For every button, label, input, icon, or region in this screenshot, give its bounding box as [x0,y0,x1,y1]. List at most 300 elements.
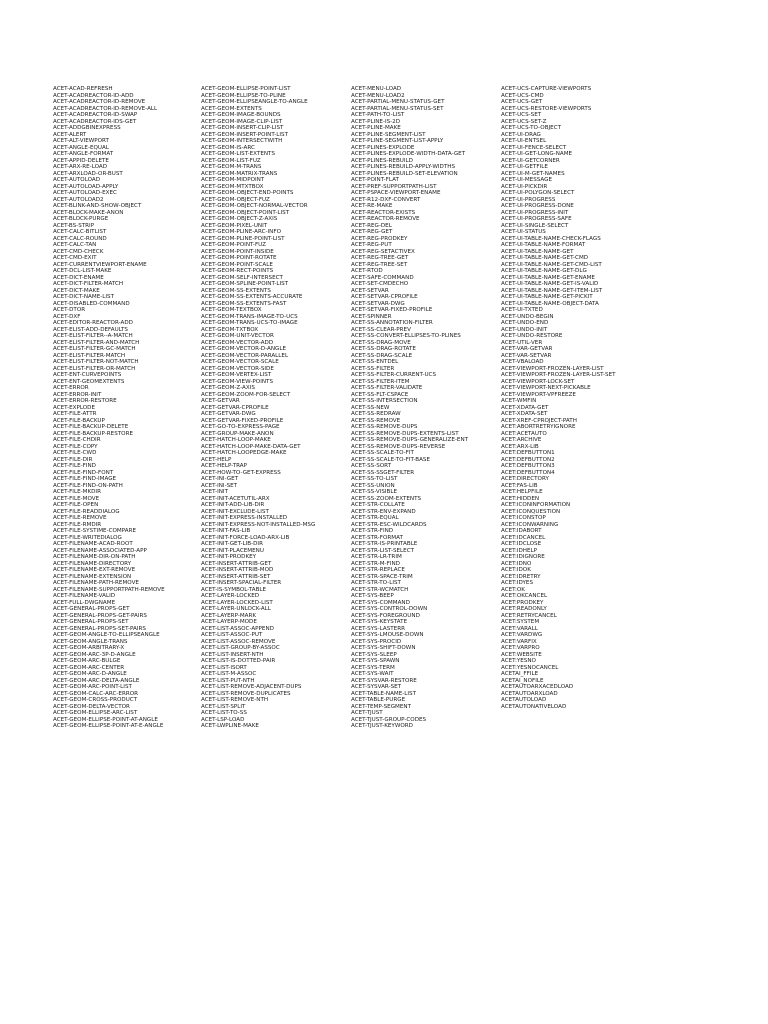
function-name-entry: ACET-GEOM-RECT-POINTS [201,268,274,274]
function-name-entry: ACET-DICT-FILTER-MATCH [53,281,124,287]
function-name-entry: ACET-FILENAME-DIRECTORY [53,560,132,567]
function-name-entry: ACET:ABORTRETRYIGNORE [501,424,576,430]
function-name-entry: ACET-SYS-BEEP [351,593,394,599]
function-name-entry: ACET-LIST-ASSOC-PUT [201,632,263,638]
function-name-entry: ACET-GETVAR-CPROFILE [201,404,269,411]
function-name-entry: ACET-PLINES-REBUILD [351,157,413,164]
function-name-entry: ACET-SETVAR-DWG [351,300,405,307]
function-name-entry: ACETAUTONATIVELOAD [501,703,567,710]
function-name-entry: ACET-PLINE-MAKE [351,125,401,131]
function-name-entry: ACET-GEOM-ARC-POINT-LIST [53,684,132,690]
function-name-entry: ACET-GEOM-TXTBOX [201,326,259,333]
function-name-entry: ACET-BLOCK-MAKE-ANON [53,209,124,216]
function-name-entry: ACET-UNDO-BEGIN [501,313,554,320]
function-name-entry: ACET-GEOM-PLINE-POINT-LIST [201,235,285,242]
function-name-entry: ACET-SS-SORT [351,463,392,469]
function-name-entry: ACET-ERROR [53,385,89,391]
function-name-entry: ACET-XDATA-GET [501,404,549,411]
function-name-entry: ACET-STR-SPACE-TRIM [351,573,413,580]
function-name-entry: ACET-GEOM-POINT-INSIDE [201,248,274,255]
function-name-entry: ACET-VBALOAD [501,359,544,365]
function-name-entry: ACET:PRODKEY [501,599,544,606]
function-name-entry: ACET-UI-PROGRESS-DONE [501,203,574,209]
function-name-entry: ACET-FILE-FIND-IMAGE [53,476,117,482]
function-name-entry: ACET-LIST-ASSOC-REMOVE [201,638,276,645]
function-name-entry: ACET-GEOM-ARC-BULGE [53,658,121,664]
function-name-entry: ACET-SS-ANNOTATION-FILTER [351,320,433,326]
function-name-entry: ACET-ALT-VIEWPORT [53,138,109,144]
function-name-entry: ACETAI_FFILE [501,671,539,677]
function-name-entry: ACET-UTIL-VER [501,339,543,346]
function-name-entry: ACET-STR-LR-TRIM [351,554,402,560]
function-name-entry: ACET-SYS-CONTROL-DOWN [351,606,428,612]
function-name-entry: ACET-SYS-LASTERR [351,625,405,632]
function-name-entry: ACET-LIST-TO-SS [201,710,247,716]
function-name-entry: ACET-UCS-GET [501,99,543,105]
function-name-entry: ACET-SS-SCALE-TO-FIT [351,450,414,456]
function-name-entry: ACET-FILENAME-SUPPORTPATH-REMOVE [53,586,165,593]
function-name-entry: ACET-SYS-WAIT [351,671,394,677]
function-name-entry: ACET-LIST-IS-DOTTED-PAIR [201,658,276,664]
function-name-entry: ACET-PLINES-EXPLODE-WIDTH-DATA-GET [351,151,466,157]
function-name-entry: ACET-UI-TABLE-NAME-GET-PICKIT [501,294,593,300]
function-name-entry: ACET-RE-MAKE [351,203,393,209]
function-name-entry: ACET-GEOM-IS-ARC [201,144,255,151]
function-name-entry: ACET-REG-TREE-GET [351,255,409,261]
function-name-entry: ACET-REACTOR-REMOVE [351,216,420,222]
function-name-entry: ACET-INIT-EXPRESS-INSTALLED [201,515,288,521]
function-name-entry: ACET-UNDO-END [501,320,549,326]
function-name-entry: ACET-SYS-LMOUSE-DOWN [351,632,424,638]
function-name-entry: ACET-GEOM-INTERSECTWITH [201,138,283,144]
function-name-entry: ACET-UI-GETCORNER [501,157,560,164]
function-name-entry: ACET-VIEWPORT-VPFREEZE [501,391,576,398]
function-name-entry: ACET-SYS-SHIFT-DOWN [351,645,416,651]
function-name-entry: ACET:ARCHIVE [501,437,542,443]
function-name-entry: ACET-GEOM-SELF-INTERSECT [201,274,283,281]
function-name-entry: ACET-ACADREACTOR-IDS-GET [53,118,137,125]
function-name-entry: ACET-ELIST-FILTER-MATCH [53,352,126,359]
function-name-entry: ACETAUTOARXLOAD [501,690,558,697]
function-name-entry: ACET-CURRENTVIEWPORT-ENAME [53,261,147,268]
function-name-entry: ACET-APPID-DELETE [53,157,109,164]
function-name-entry: ACET-FILENAME-EXT-REMOVE [53,567,136,573]
function-name-entry: ACET-GEOM-IMAGE-CLIP-LIST [201,118,283,125]
function-name-entry: ACET-UI-DRAG [501,131,541,138]
function-name-entry: ACET-INI-GET [201,476,239,482]
function-name-entry: ACET-SS-FILTER [351,365,395,372]
function-name-entry: ACET-IS-SYMBOL-TABLE [201,586,267,593]
function-name-entry: ACET-LSP-LOAD [201,716,245,723]
function-name-entry: ACET-HELP-TRAP [201,463,247,469]
function-name-entry: ACET-TJUST-GROUP-CODES [351,716,427,723]
function-name-entry: ACET-LAYERP-MARK [201,612,257,619]
function-name-entry: ACET-FILE-ATTR [53,411,97,417]
function-name-entry: ACET-ACADREACTOR-ID-REMOVE-ALL [53,105,158,112]
function-name-entry: ACET-GEOM-MATRIX-TRANS [201,170,278,177]
function-name-entry: ACET-UCS-SET-Z [501,118,547,125]
function-name-entry: ACET-HATCH-LOOP-MAKE-DATA-GET [201,443,301,450]
function-name-entry: ACET:HELPFILE [501,489,543,495]
function-name-entry: ACET-UI-STATUS [501,229,546,235]
function-name-entry: ACET-EXPLODE [53,404,95,411]
function-name-entry: ACET-SYS-KEYSTATE [351,619,408,625]
function-name-entry: ACET-GEOM-MTXTBOX [201,183,264,190]
function-name-entry: ACET-UI-MESSAGE [501,177,553,183]
function-name-entry: ACET-FILENAME-ASSOCIATED-APP [53,547,147,554]
function-name-entry: ACET:RETRYCANCEL [501,612,557,619]
function-name-entry: ACET-STR-REPLACE [351,567,405,573]
function-name-entry: ACET-VAR-SETVAR [501,352,552,359]
function-name-entry: ACET-FILE-DIR [53,456,93,463]
function-name-entry: ACET-GEOM-ELLIPSE-POINT-AT-ANGLE [53,716,158,723]
function-name-entry: ACET-PATH-TO-LIST [351,112,405,118]
function-name-entry: ACET-FILE-WRITEDIALOG [53,534,122,541]
function-name-entry: ACET-WMFIN [501,398,537,404]
function-name-entry: ACET-CALC-TAN [53,242,97,248]
function-name-entry: ACET-SS-DRAG-SCALE [351,352,413,359]
function-name-entry: ACET-REG-DEL [351,222,392,229]
function-name-entry: ACET:IDOK [501,567,531,573]
function-name-entry: ACET-GEOM-PIXEL-UNIT [201,222,268,229]
function-name-entry: ACET:HIDDEN [501,495,540,502]
function-name-entry: ACET-STR-TO-LIST [351,580,401,586]
function-name-entry: ACET-SYS-FOREGROUND [351,612,420,619]
function-list-column-3 [351,86,468,730]
function-name-entry: ACET-SYSVAR-RESTORE [351,677,417,684]
function-name-entry: ACET-UI-TABLE-NAME-GET [501,248,574,255]
function-name-entry: ACET-ERROR-INIT [53,391,102,398]
function-name-entry: ACET-LAYER-UNLOCK-ALL [201,606,271,612]
function-name-entry: ACET-UI-TABLE-NAME-GET-ITEM-LIST [501,287,603,294]
function-name-entry: ACET-GEOM-SS-EXTENTS-FAST [201,300,287,307]
function-name-entry: ACET-TABLE-PURGE [351,697,406,703]
function-name-entry: ACET:READONLY [501,606,547,612]
function-name-entry: ACET-STR-COLLATE [351,502,405,508]
function-name-entry: ACET-UI-TABLE-NAME-GET-CMD-LIST [501,261,602,268]
function-name-entry: ACET-SS-ZOOM-EXTENTS [351,495,422,502]
function-name-entry: ACET-INIT [201,489,228,495]
function-name-entry: ACET:VARPRO [501,645,540,651]
function-name-entry: ACET-ELIST-FILTER-GC-MATCH [53,346,136,352]
function-name-entry: ACET-FILE-MOVE [53,495,100,502]
function-name-entry: ACET-FILE-FIND-ON-PATH [53,482,123,489]
function-name-entry: ACET-PLINES-REBUILD-APPLY-WIDTHS [351,164,455,170]
function-name-entry: ACET-ELIST-ADD-DEFAULTS [53,326,128,333]
function-name-entry: ACET-TABLE-NAME-LIST [351,690,417,697]
function-name-entry: ACET-GEOM-CALC-ARC-ERROR [53,690,139,697]
function-name-entry: ACET-DISABLED-COMMAND [53,300,130,307]
function-name-entry: ACET-GEOM-OBJECT-NORMAL-VECTOR [201,203,308,209]
function-name-entry: ACET-SS-TO-LIST [351,476,398,482]
function-name-entry: ACET-SS-SCALE-TO-FIT-BASE [351,456,430,463]
function-name-entry: ACET:YESNOCANCEL [501,664,559,671]
function-name-entry: ACET-GEOM-ARC-DELTA-ANGLE [53,677,140,684]
function-name-entry: ACET-CALC-ROUND [53,235,107,242]
function-name-entry: ACET-INIT-ACETUTIL-ARX [201,495,270,502]
function-name-entry: ACET-GEOM-POINT-SCALE [201,261,273,268]
function-name-entry: ACET-REG-SETACTIVEX [351,248,415,255]
function-name-entry: ACET-XREF-CPROJECT-PATH [501,417,577,424]
function-name-entry: ACET-MENU-LOAD [351,86,402,92]
function-name-entry: ACET-FILE-MKDIR [53,489,101,495]
function-name-entry: ACET-GENERAL-PROPS-GET-PAIRS [53,612,147,619]
function-name-entry: ACET-ELIST-FILTER-AND-MATCH [53,339,140,346]
function-name-entry: ACET-GEOM-SS-EXTENTS-ACCURATE [201,294,303,300]
function-name-entry: ACET-DTOR [53,307,86,313]
function-name-entry: ACET-REG-TREE-SET [351,261,408,268]
function-name-entry: ACET-GEOM-VECTOR-SIDE [201,365,274,372]
function-name-entry: ACET-INSERT-ATTRIB-SET [201,573,271,580]
function-name-entry: ACET:IDIGNORE [501,554,545,560]
function-name-entry: ACET:DEFBUTTON3 [501,463,555,469]
function-name-entry: ACET-FILE-REMOVE [53,515,107,521]
function-name-entry: ACET-GEOM-DELTA-VECTOR [53,703,130,710]
function-name-entry: ACET-GEOM-VECTOR-SCALE [201,359,279,365]
function-name-entry: ACET-GEOM-ELLIPSE-TO-PLINE [201,92,286,99]
function-name-entry: ACET-EDITOR-REACTOR-ADD [53,320,133,326]
function-name-entry: ACET-TJUST-KEYWORD [351,723,413,729]
function-name-entry: ACET-STR-FIND [351,528,394,534]
function-name-entry: ACET-UCS-CMD [501,92,544,99]
function-name-entry: ACET-SS-SSGET-FILTER [351,469,415,476]
function-name-entry: ACET-SS-FLT-CSPACE [351,391,409,398]
function-name-entry: ACET-GEOM-TEXTBOX [201,307,262,313]
function-name-entry: ACET-INSERT-SPACIAL-FILTER [201,580,282,586]
function-name-entry: ACET:OK [501,586,525,593]
function-name-entry: ACET-REG-PRODKEY [351,235,408,242]
function-name-entry: ACET-UI-TABLE-NAME-GET-ENAME [501,274,595,281]
function-name-entry: ACET-SS-REMOVE-DUPS-EXTENTS-LIST [351,430,459,437]
function-name-entry: ACET-ADDGBINEXPRESS [53,125,121,131]
function-name-entry: ACET-FILENAME-EXTENSION [53,573,132,580]
function-name-entry: ACET-INI-SET [201,482,238,489]
function-name-entry: ACET-FILENAME-VALID [53,593,116,599]
function-name-entry: ACET-BLINK-AND-SHOW-OBJECT [53,203,142,209]
function-name-entry: ACET-UI-ENTSEL [501,138,547,144]
function-name-entry: ACET:IDYES [501,580,534,586]
function-name-entry: ACET:FAS-LIB [501,482,538,489]
function-name-entry: ACET-ELIST-FILTER--A-MATCH [53,333,133,339]
function-name-entry: ACET:VARFIX [501,638,537,645]
function-name-entry: ACET-UI-GET-LONG-NAME [501,151,573,157]
function-name-entry: ACET-TEMP-SEGMENT [351,703,412,710]
function-name-entry: ACET-DXF [53,313,81,320]
function-name-entry: ACET:DEFBUTTON4 [501,469,555,476]
function-name-entry: ACET-SAFE-COMMAND [351,274,414,281]
function-name-entry: ACET-GEOM-VERTEX-LIST [201,372,272,378]
function-name-entry: ACET-FILENAME-DIR-ON-PATH [53,554,136,560]
function-name-entry: ACET:IDHELP [501,547,538,554]
function-name-entry: ACET-GEOM-OBJECT-POINT-LIST [201,209,290,216]
function-name-entry: ACET:SYSTEM [501,619,540,625]
function-name-entry: ACET:ICONQUESTION [501,508,561,515]
function-name-entry: ACET-R12-DXF-CONVERT [351,196,421,203]
function-name-entry: ACET-ALERT [53,131,87,138]
function-name-entry: ACETAUTOARXACEDLOAD [501,684,574,690]
function-name-entry: ACET-ACADREACTOR-ID-ADD [53,92,134,99]
function-name-entry: ACET-HATCH-LOOPEDGE-MAKE [201,450,287,456]
function-name-entry: ACET-GEOM-UNIT-VECTOR [201,333,274,339]
function-name-entry: ACET-CALC-BITLIST [53,229,107,235]
function-name-entry: ACET:VARDWG [501,632,543,638]
function-name-entry: ACET-UI-TABLE-NAME-OBJECT-DATA [501,300,599,307]
function-name-entry: ACET-FILE-RMDIR [53,521,102,528]
function-name-entry: ACET-SETVAR [351,287,389,294]
function-name-entry: ACET-MENU-LOAD2 [351,92,405,99]
function-name-entry: ACET:DEFBUTTON1 [501,450,555,456]
function-name-entry: ACET-CMD-EXIT [53,255,97,261]
function-name-entry: ACET-STR-IS-PRINTABLE [351,541,418,547]
function-name-entry: ACET-LIST-REMOVE-DUPLICATES [201,690,291,697]
function-name-entry: ACET-ACADREACTOR-ID-SWAP [53,112,138,118]
function-name-entry: ACET-GEOM-SS-EXTENTS [201,287,271,294]
function-name-entry: ACET-GEOM-TRANS-IMAGE-TO-UCS [201,313,298,320]
function-name-entry: ACET:DIRECTORY [501,476,549,482]
function-name-entry: ACET-HOW-TO-GET-EXPRESS [201,469,281,476]
function-name-entry: ACET-GETVAR-FIXED-PROFILE [201,417,284,424]
function-name-entry: ACET-STR-LIST-SELECT [351,547,415,554]
function-name-entry: ACET-INIT-FORCE-LOAD-ARX-LIB [201,534,290,541]
function-name-entry: ACET-GENERAL-PROPS-SET-PAIRS [53,625,146,632]
function-name-entry: ACET-UI-M-GET-NAMES [501,170,565,177]
function-name-entry: ACET-SS-FILTER-VALIDATE [351,385,423,391]
function-name-entry: ACET:ACETAUTO [501,430,547,437]
function-name-entry: ACET-LIST-REMOVE-NTH [201,697,269,703]
function-name-entry: ACET-INIT-PRODKEY [201,554,257,560]
function-name-entry: ACET-ANGLE-FORMAT [53,151,114,157]
function-name-entry: ACET-SS-DRAG-MOVE [351,339,411,346]
function-name-entry: ACET-UI-TABLE-NAME-CHECK-FLAGS [501,235,601,242]
function-name-entry: ACET-UI-TABLE-NAME-GET-IS-VALID [501,281,599,287]
function-name-entry: ACET:IDCLOSE [501,541,542,547]
function-name-entry: ACET-VIEWPORT-FROZEN-LAYER-LIST [501,365,604,372]
function-name-entry: ACET-UI-PICKDIR [501,183,548,190]
function-name-entry: ACET-REACTOR-EXISTS [351,209,416,216]
function-name-entry: ACET-LWPLINE-MAKE [201,723,259,729]
function-name-entry: ACET-UI-POLYGON-SELECT [501,190,575,196]
function-name-entry: ACET-LIST-REMOVE-ADJACENT-DUPS [201,684,302,690]
function-name-entry: ACET-LIST-INSERT-NTH [201,651,264,658]
function-name-entry: ACET-FILE-CWD [53,450,97,456]
function-name-entry: ACET:ARX-LIB [501,443,539,450]
function-name-entry: ACET-SS-UNION [351,482,395,489]
function-name-entry: ACET-PREF-SUPPORTPATH-LIST [351,183,437,190]
function-name-entry: ACET-GEOM-VECTOR-D-ANGLE [201,346,287,352]
function-name-entry: ACET-UI-PROGRESS [501,196,556,203]
function-name-entry: ACET-SS-FILTER-CURRENT-UCS [351,372,437,378]
function-name-entry: ACET-FILE-SYSTIME-COMPARE [53,528,136,534]
function-name-entry: ACET-RTOD [351,268,383,274]
function-name-entry: ACET-ARX-RE-LOAD [53,164,108,170]
function-name-entry: ACET-GEOM-INSERT-POINT-LIST [201,131,288,138]
function-name-entry: ACET-GENERAL-PROPS-GET [53,606,130,612]
function-name-entry: ACET:IDRETRY [501,573,541,580]
function-name-entry: ACET-STR-FORMAT [351,534,403,541]
function-name-entry: ACET-GEOM-IMAGE-BOUNDS [201,112,281,118]
function-name-entry: ACET-ANGLE-EQUAL [53,144,109,151]
function-name-entry: ACET-LIST-SPLIT [201,703,246,710]
function-name-entry: ACET-UI-GETFILE [501,164,548,170]
function-name-entry: ACET-LIST-PUT-NTH [201,677,255,684]
function-name-entry: ACET-SETVAR-FIXED-PROFILE [351,307,433,313]
function-name-entry: ACET-VIEWPORT-LOCK-SET [501,378,575,385]
function-name-entry: ACET-UCS-RESTORE-VIEWPORTS [501,105,592,112]
function-name-entry: ACET-DICT-ENAME [53,274,104,281]
function-name-entry: ACET-ACAD-REFRESH [53,86,113,92]
function-name-entry: ACETAUTOLOAD [501,697,547,703]
function-name-entry: ACET-GEOM-Z-AXIS [201,385,255,391]
function-name-entry: ACET-LIST-M-ASSOC [201,671,257,677]
function-name-entry: ACET-GEOM-VECTOR-PARALLEL [201,352,289,359]
function-name-entry: ACET-LAYER-LOCKED-LIST [201,599,273,606]
function-name-entry: ACET-SS-VISIBLE [351,489,398,495]
function-name-entry: ACET-LAYERP-MODE [201,619,257,625]
function-name-entry: ACET-UNDO-INIT [501,326,548,333]
function-name-entry: ACET-FILE-READDIALOG [53,508,120,515]
function-name-entry: ACET:OKCANCEL [501,593,548,599]
function-name-entry: ACET:DEFBUTTON2 [501,456,555,463]
function-name-entry: ACET-GEOM-SPLINE-POINT-LIST [201,281,289,287]
function-name-entry: ACET-DCL-LIST-MAKE [53,268,112,274]
function-name-entry: ACET-PLINE-SEGMENT-LIST-APPLY [351,138,444,144]
function-name-entry: ACET-DICT-NAME-LIST [53,294,114,300]
function-name-entry: ACET-INIT-PLACEMENU [201,547,264,554]
function-name-entry: ACET-UI-TABLE-NAME-GET-CMD [501,255,589,261]
function-name-entry: ACET-PARTIAL-MENU-STATUS-GET [351,99,445,105]
function-name-entry: ACETAI_NOFILE [501,677,544,684]
function-name-entry: ACET-AUTOLOAD [53,177,101,183]
function-name-entry: ACET-SS-INTERSECTION [351,398,418,404]
function-name-entry: ACET-GEOM-POINT-ROTATE [201,255,277,261]
function-name-entry: ACET-GEOM-OBJECT-END-POINTS [201,190,294,196]
function-name-entry: ACET-ACADREACTOR-ID-REMOVE [53,99,146,105]
function-name-entry: ACET-UCS-TO-OBJECT [501,125,562,131]
function-name-entry: ACET-ENT-CURVEPOINTS [53,372,122,378]
function-name-entry: ACET-GEOM-OBJECT-Z-AXIS [201,216,278,222]
function-name-entry: ACET:WEBSITE [501,651,542,658]
function-name-entry: ACET-SYS-COMMAND [351,599,410,606]
function-name-entry: ACET-SS-DRAG-ROTATE [351,346,416,352]
function-name-entry: ACET-GEOM-MIDPOINT [201,177,265,183]
function-name-entry: ACET-FILE-CHDIR [53,437,101,443]
function-name-entry: ACET-SS-REMOVE-DUPS [351,424,418,430]
function-name-entry: ACET-GEOM-ARC-3P-D-ANGLE [53,651,136,658]
function-name-entry: ACET-GEOM-PLINE-ARC-INFO [201,229,281,235]
function-name-entry: ACET-SYS-SPAWN [351,658,400,664]
function-name-entry: ACET-PARTIAL-MENU-STATUS-SET [351,105,444,112]
function-name-entry: ACET-GETVAR [201,398,240,404]
function-name-entry: ACET-GEOM-ANGLE-TO-ELLIPSEANGLE [53,632,160,638]
function-name-entry: ACET-SS-FILTER-ITEM [351,378,410,385]
function-name-entry: ACET-SYS-PROCID [351,638,402,645]
function-name-entry: ACET:IDCANCEL [501,534,546,541]
function-name-entry: ACET-STR-EQUAL [351,515,399,521]
function-name-entry: ACET-GEOM-M-TRANS [201,164,262,170]
function-name-entry: ACET-INSERT-ATTRIB-GET [201,560,272,567]
function-name-entry: ACET-SS-CLEAR-PREV [351,326,411,333]
function-name-entry: ACET-UCS-SET [501,112,542,118]
function-name-entry: ACET-PLINES-EXPLODE [351,144,415,151]
function-name-entry: ACET-INIT-GET-LIB-DIR [201,541,263,547]
function-name-entry: ACET-UI-TXTED [501,307,543,313]
function-name-entry: ACET-STR-M-FIND [351,560,400,567]
function-name-entry: ACET-AUTOLOAD-APPLY [53,183,119,190]
function-name-entry: ACET-SPINNER [351,313,392,320]
function-name-entry: ACET-SS-REMOVE-DUPS-GENERALIZE-ENT [351,437,469,443]
function-name-entry: ACET-REG-PUT [351,242,392,248]
function-name-entry: ACET-ENT-GEOMEXTENTS [53,378,125,385]
